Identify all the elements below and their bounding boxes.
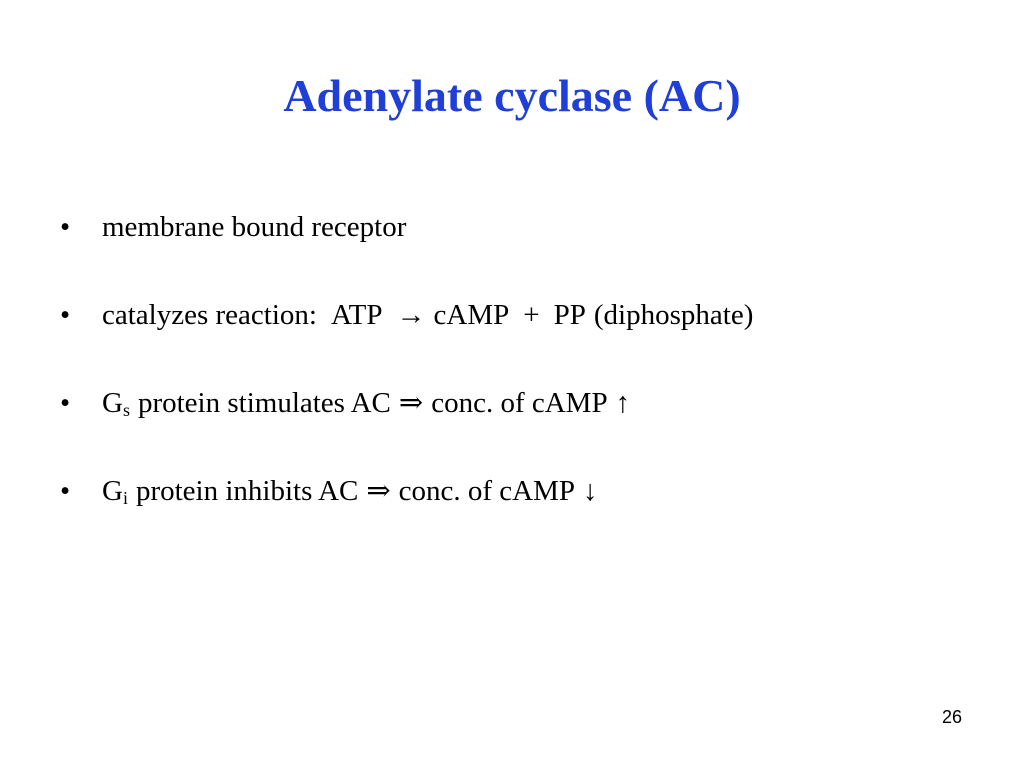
bullet-text: membrane bound receptor (102, 211, 407, 243)
gs-protein-symbol (102, 387, 130, 419)
gs-base: G (102, 387, 123, 419)
slide-title: Adenylate cyclase (AC) (283, 70, 741, 121)
bullet-item-reaction (60, 298, 980, 343)
product-camp: cAMP (433, 299, 510, 331)
bullet-marker-icon: • (60, 299, 71, 331)
diphosphate-note: (diphosphate) (593, 299, 754, 331)
up-arrow-icon: ↑ (615, 387, 631, 419)
bullet-marker-icon: • (60, 387, 71, 419)
implies-arrow-icon: ⇒ (398, 387, 424, 419)
bullet-item-membrane-receptor (60, 210, 980, 255)
gi-subscript: i (122, 488, 128, 508)
bullet-item-gi-inhibits (60, 474, 980, 519)
down-arrow-icon: ↓ (583, 475, 598, 507)
bullet-marker-icon: • (60, 475, 71, 507)
bullet-list (60, 210, 980, 562)
reaction-prefix: catalyzes reaction: (102, 299, 317, 331)
gs-result: conc. of cAMP (431, 387, 608, 419)
implies-arrow-icon: ⇒ (366, 475, 391, 507)
product-pp: PP (553, 299, 586, 331)
reactant-atp: ATP (330, 299, 383, 331)
plus-sign: + (523, 299, 540, 331)
gi-protein-symbol (102, 475, 128, 507)
gs-text: protein stimulates AC (137, 387, 391, 419)
gi-result: conc. of cAMP (398, 475, 576, 507)
gi-base: G (102, 475, 123, 507)
gs-subscript: s (122, 400, 130, 420)
reaction-arrow-icon: → (396, 299, 426, 331)
gi-text: protein inhibits AC (135, 475, 359, 507)
page-number: 26 (941, 707, 962, 727)
bullet-item-gs-stimulates (60, 386, 980, 431)
bullet-marker-icon: • (60, 211, 71, 243)
